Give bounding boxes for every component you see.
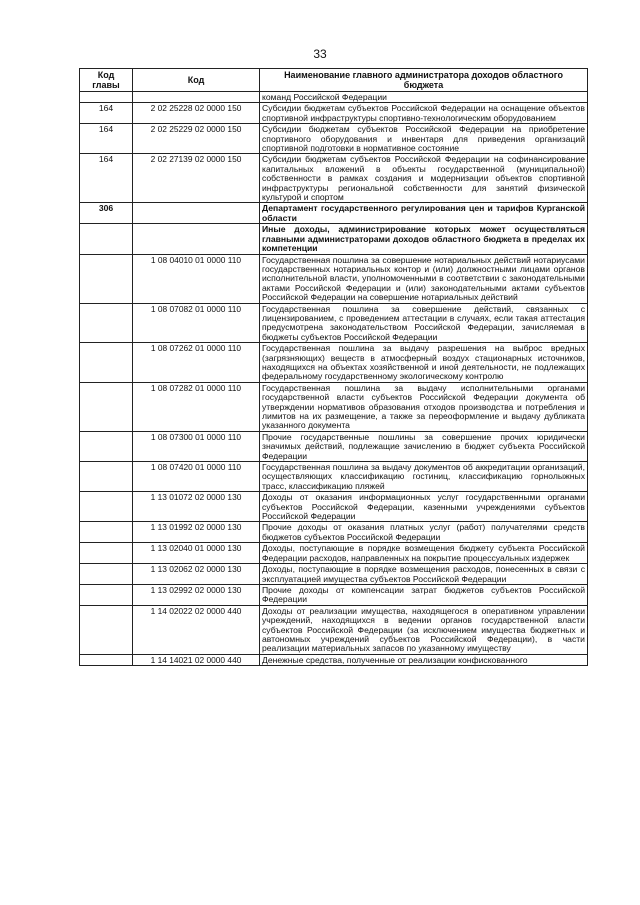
table-row [80, 522, 588, 543]
table-row [80, 431, 588, 461]
header-name: Наименование главного администратора доходов областного бюджета [260, 69, 588, 92]
page-number: 33 [313, 47, 327, 61]
header-code: Код [133, 69, 260, 92]
administrator-name-cell: Доходы, поступающие в порядке возмещения расходов, понесенных в связи с эксплуатацией имущества субъектов Российской Федерации [260, 564, 588, 585]
chapter-code-cell: 306 [80, 203, 133, 224]
revenue-code-cell: 1 08 07300 01 0000 110 [133, 431, 260, 461]
chapter-code-cell: 164 [80, 124, 133, 154]
chapter-code-cell [80, 543, 133, 564]
administrator-name-cell: Доходы от оказания информационных услуг государственными органами субъектов Российской Федерации, казенными учреждениями субъектов Российской Федерации [260, 492, 588, 522]
revenue-code-cell [133, 224, 260, 254]
table-row [80, 564, 588, 585]
revenue-code-cell: 1 13 01992 02 0000 130 [133, 522, 260, 543]
revenue-code-cell: 1 14 02022 02 0000 440 [133, 605, 260, 654]
revenue-code-cell: 2 02 25228 02 0000 150 [133, 103, 260, 124]
revenue-code-cell: 1 08 07262 01 0000 110 [133, 343, 260, 383]
revenue-code-cell: 1 13 02062 02 0000 130 [133, 564, 260, 585]
revenue-code-cell [133, 203, 260, 224]
table-row [80, 124, 588, 154]
revenue-code-cell [133, 92, 260, 103]
revenue-code-cell: 2 02 25229 02 0000 150 [133, 124, 260, 154]
administrator-name-cell: Субсидии бюджетам субъектов Российской Федерации на оснащение объектов спортивной инфраструктуры спортивно-технологическим оборудованием [260, 103, 588, 124]
table-row [80, 584, 588, 605]
revenue-code-cell: 1 14 14021 02 0000 440 [133, 654, 260, 665]
revenue-code-cell: 1 08 07082 01 0000 110 [133, 303, 260, 343]
chapter-code-cell: 164 [80, 103, 133, 124]
table-row [80, 154, 588, 203]
chapter-code-cell [80, 431, 133, 461]
chapter-code-cell [80, 584, 133, 605]
administrator-name-cell: Иные доходы, администрирование которых может осуществляться главными администраторами доходов областного бюджета в пределах их компетенции [260, 224, 588, 254]
table-row [80, 254, 588, 303]
administrator-name-cell: Доходы от реализации имущества, находящегося в оперативном управлении учреждений, находящихся в ведении органов государственной власти субъектов Российской Федерации (за исключением имущества бюджетных и автономных учреждений субъектов Российской Федерации), в части реализации материальных запасов по указанному имуществу [260, 605, 588, 654]
administrator-name-cell: Государственная пошлина за выдачу документов об аккредитации организаций, осуществляющих классификацию гостиниц, классификацию горнолыжных трасс, классификацию пляжей [260, 462, 588, 492]
chapter-code-cell [80, 382, 133, 431]
administrator-name-cell: Государственная пошлина за совершение нотариальных действий нотариусами государственных нотариальных контор и (или) должностными лицами органов исполнительной власти, уполномоченными в соответствии с законодательными актами Российской Федерации и (или) законодательными актами субъектов Российской Федерации на совершение нотариальных действий [260, 254, 588, 303]
revenue-administrators-table [79, 68, 588, 666]
chapter-code-cell [80, 343, 133, 383]
table-header-row [80, 69, 588, 92]
table-row [80, 103, 588, 124]
header-chapter-code: Код главы [80, 69, 133, 92]
administrator-name-cell: команд Российской Федерации [260, 92, 588, 103]
chapter-code-cell: 164 [80, 154, 133, 203]
chapter-code-cell [80, 224, 133, 254]
revenue-code-cell: 1 08 07420 01 0000 110 [133, 462, 260, 492]
chapter-code-cell [80, 564, 133, 585]
chapter-code-cell [80, 303, 133, 343]
table-row [80, 654, 588, 665]
chapter-code-cell [80, 654, 133, 665]
table-row [80, 492, 588, 522]
section-row [80, 203, 588, 224]
administrator-name-cell: Государственная пошлина за выдачу разрешения на выброс вредных (загрязняющих) веществ в атмосферный воздух стационарных источников, находящихся на объектах хозяйственной и иной деятельности, не подлежащих федеральному государственному экологическому контролю [260, 343, 588, 383]
table-row [80, 303, 588, 343]
chapter-code-cell [80, 254, 133, 303]
revenue-code-cell: 1 13 02992 02 0000 130 [133, 584, 260, 605]
chapter-code-cell [80, 92, 133, 103]
table-row [80, 382, 588, 431]
administrator-name-cell: Субсидии бюджетам субъектов Российской Федерации на софинансирование капитальных вложений в объекты государственной (муниципальной) собственности в рамках создания и модернизации объектов спортивной инфраструктуры региональной собственности для занятий физической культурой и спортом [260, 154, 588, 203]
section-row [80, 224, 588, 254]
revenue-code-cell: 1 08 04010 01 0000 110 [133, 254, 260, 303]
revenue-code-cell: 1 08 07282 01 0000 110 [133, 382, 260, 431]
chapter-code-cell [80, 462, 133, 492]
administrator-name-cell: Прочие доходы от компенсации затрат бюджетов субъектов Российской Федерации [260, 584, 588, 605]
administrator-name-cell: Субсидии бюджетам субъектов Российской Федерации на приобретение спортивного оборудования и инвентаря для приведения организаций спортивной подготовки в нормативное состояние [260, 124, 588, 154]
administrator-name-cell: Департамент государственного регулирования цен и тарифов Курганской области [260, 203, 588, 224]
chapter-code-cell [80, 605, 133, 654]
revenue-code-cell: 1 13 01072 02 0000 130 [133, 492, 260, 522]
administrator-name-cell: Государственная пошлина за совершение действий, связанных с лицензированием, с проведением аттестации в случаях, если такая аттестация предусмотрена законодательством Российской Федерации, зачисляемая в бюджеты субъектов Российской Федерации [260, 303, 588, 343]
administrator-name-cell: Денежные средства, полученные от реализации конфискованного [260, 654, 588, 665]
administrator-name-cell: Государственная пошлина за выдачу исполнительными органами государственной власти субъектов Российской Федерации документа об утверждении нормативов образования отходов производства и потребления и лимитов на их размещение, а также за переоформление и выдачу дубликата указанного документа [260, 382, 588, 431]
table-row [80, 605, 588, 654]
administrator-name-cell: Доходы, поступающие в порядке возмещения бюджету субъекта Российской Федерации расходов, направленных на покрытие процессуальных издержек [260, 543, 588, 564]
table-row [80, 343, 588, 383]
revenue-code-cell: 1 13 02040 01 0000 130 [133, 543, 260, 564]
chapter-code-cell [80, 492, 133, 522]
table-row [80, 543, 588, 564]
table-row [80, 462, 588, 492]
chapter-code-cell [80, 522, 133, 543]
administrator-name-cell: Прочие доходы от оказания платных услуг (работ) получателями средств бюджетов субъектов Российской Федерации [260, 522, 588, 543]
revenue-code-cell: 2 02 27139 02 0000 150 [133, 154, 260, 203]
administrator-name-cell: Прочие государственные пошлины за совершение прочих юридически значимых действий, подлежащие зачислению в бюджет субъекта Российской Федерации [260, 431, 588, 461]
table-row [80, 92, 588, 103]
